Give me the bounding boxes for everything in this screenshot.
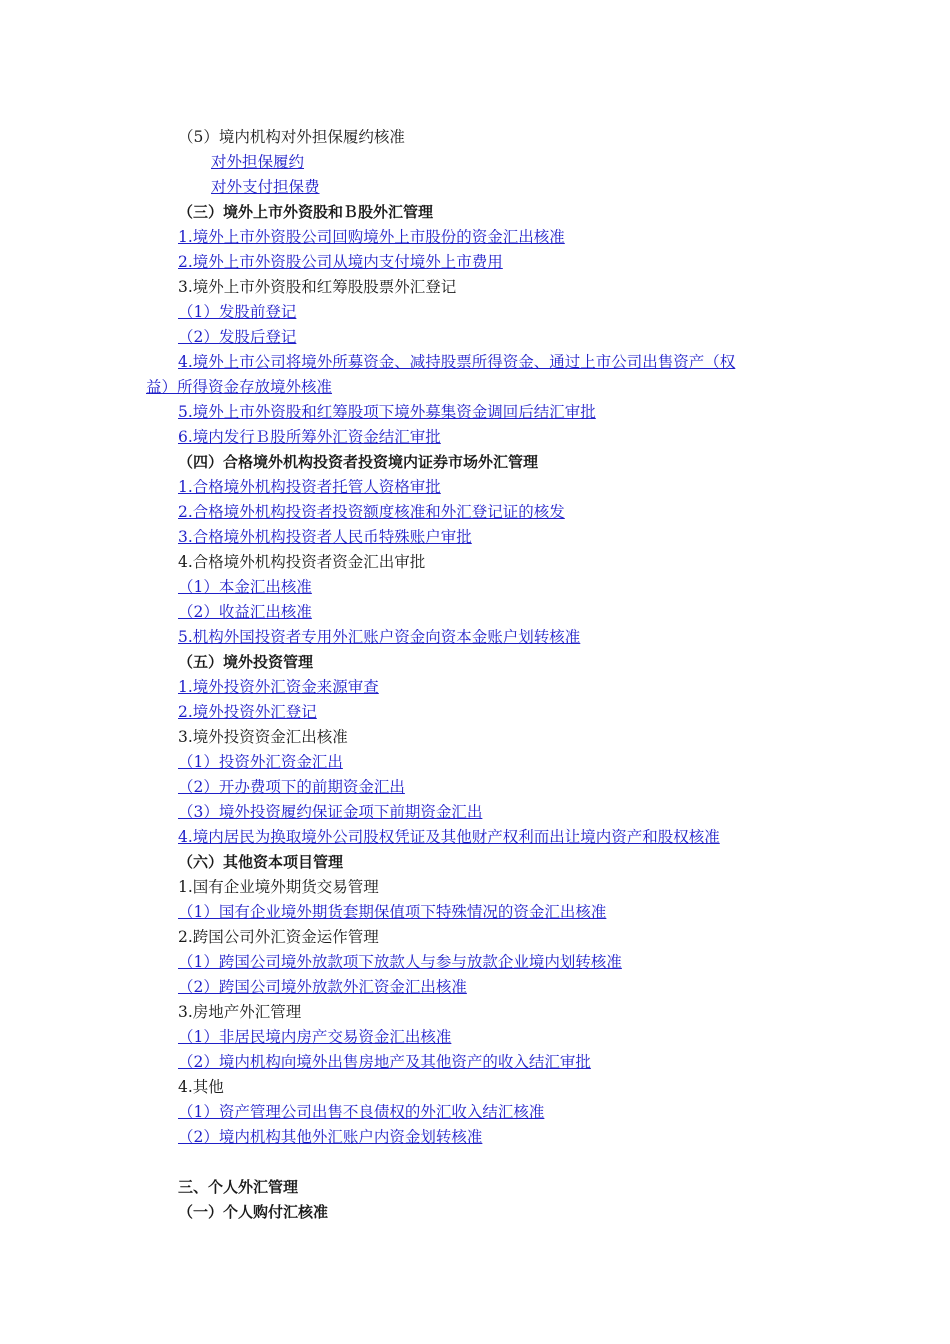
section-4-heading: （四）合格境外机构投资者投资境内证券市场外汇管理 [178, 453, 539, 471]
link-post-issue-registration[interactable]: （2）发股后登记 [178, 328, 297, 346]
link-nonresident-property-remittance[interactable]: （1）非居民境内房产交易资金汇出核准 [178, 1028, 452, 1046]
link-investment-fund-remittance[interactable]: （1）投资外汇资金汇出 [178, 753, 343, 771]
link-lending-domestic-transfer[interactable]: （1）跨国公司境外放款项下放款人与参与放款企业境内划转核准 [178, 953, 622, 971]
item-multinational-funds: 2.跨国公司外汇资金运作管理 [178, 928, 379, 946]
item-other: 4.其他 [178, 1078, 224, 1096]
chapter-3-heading: 三、个人外汇管理 [178, 1178, 299, 1196]
item-real-estate: 3.房地产外汇管理 [178, 1003, 302, 1021]
link-qfii-quota[interactable]: 2.合格境外机构投资者投资额度核准和外汇登记证的核发 [178, 503, 565, 521]
link-raised-funds-settlement[interactable]: 5.境外上市外资股和红筹股项下境外募集资金调回后结汇审批 [178, 403, 596, 421]
link-funds-deposit-overseas-part2[interactable]: 益）所得资金存放境外核准 [146, 378, 333, 396]
item-share-registration: 3.境外上市外资股和红筹股股票外汇登记 [178, 278, 457, 296]
item-qfii-remittance: 4.合格境外机构投资者资金汇出审批 [178, 553, 426, 571]
link-qfii-custodian[interactable]: 1.合格境外机构投资者托管人资格审批 [178, 478, 441, 496]
link-property-sale-settlement[interactable]: （2）境内机构向境外出售房地产及其他资产的收入结汇审批 [178, 1053, 591, 1071]
link-funds-deposit-overseas-part1[interactable]: 4.境外上市公司将境外所募资金、减持股票所得资金、通过上市公司出售资产（权 [178, 353, 736, 371]
personal-purchase-heading: （一）个人购付汇核准 [178, 1203, 329, 1221]
link-repurchase-shares[interactable]: 1.境外上市外资股公司回购境外上市股份的资金汇出核准 [178, 228, 565, 246]
link-pre-issue-registration[interactable]: （1）发股前登记 [178, 303, 297, 321]
link-other-account-transfer[interactable]: （2）境内机构其他外汇账户内资金划转核准 [178, 1128, 483, 1146]
section-3-heading: （三）境外上市外资股和Ｂ股外汇管理 [178, 203, 434, 221]
link-principal-remittance[interactable]: （1）本金汇出核准 [178, 578, 312, 596]
item-investment-remittance: 3.境外投资资金汇出核准 [178, 728, 348, 746]
link-investment-registration[interactable]: 2.境外投资外汇登记 [178, 703, 317, 721]
guarantee-performance-link[interactable]: 对外担保履约 [211, 153, 305, 171]
section-6-heading: （六）其他资本项目管理 [178, 853, 344, 871]
link-listing-fees[interactable]: 2.境外上市外资股公司从境内支付境外上市费用 [178, 253, 503, 271]
section-5-heading: （五）境外投资管理 [178, 653, 314, 671]
link-lending-remittance[interactable]: （2）跨国公司境外放款外汇资金汇出核准 [178, 978, 467, 996]
guarantee-fee-link[interactable]: 对外支付担保费 [211, 178, 320, 196]
link-investment-source-review[interactable]: 1.境外投资外汇资金来源审查 [178, 678, 379, 696]
link-income-remittance[interactable]: （2）收益汇出核准 [178, 603, 312, 621]
link-resident-equity-swap[interactable]: 4.境内居民为换取境外公司股权凭证及其他财产权利而出让境内资产和股权核准 [178, 828, 720, 846]
link-performance-bond-remittance[interactable]: （3）境外投资履约保证金项下前期资金汇出 [178, 803, 483, 821]
link-futures-hedging-remittance[interactable]: （1）国有企业境外期货套期保值项下特殊情况的资金汇出核准 [178, 903, 607, 921]
link-b-share-settlement[interactable]: 6.境内发行Ｂ股所筹外汇资金结汇审批 [178, 428, 441, 446]
link-special-account-transfer[interactable]: 5.机构外国投资者专用外汇账户资金向资本金账户划转核准 [178, 628, 581, 646]
link-startup-fee-remittance[interactable]: （2）开办费项下的前期资金汇出 [178, 778, 405, 796]
guarantee-performance-heading: （5）境内机构对外担保履约核准 [178, 128, 405, 146]
item-futures-trading: 1.国有企业境外期货交易管理 [178, 878, 379, 896]
link-qfii-rmb-account[interactable]: 3.合格境外机构投资者人民币特殊账户审批 [178, 528, 472, 546]
link-bad-debt-settlement[interactable]: （1）资产管理公司出售不良债权的外汇收入结汇核准 [178, 1103, 545, 1121]
